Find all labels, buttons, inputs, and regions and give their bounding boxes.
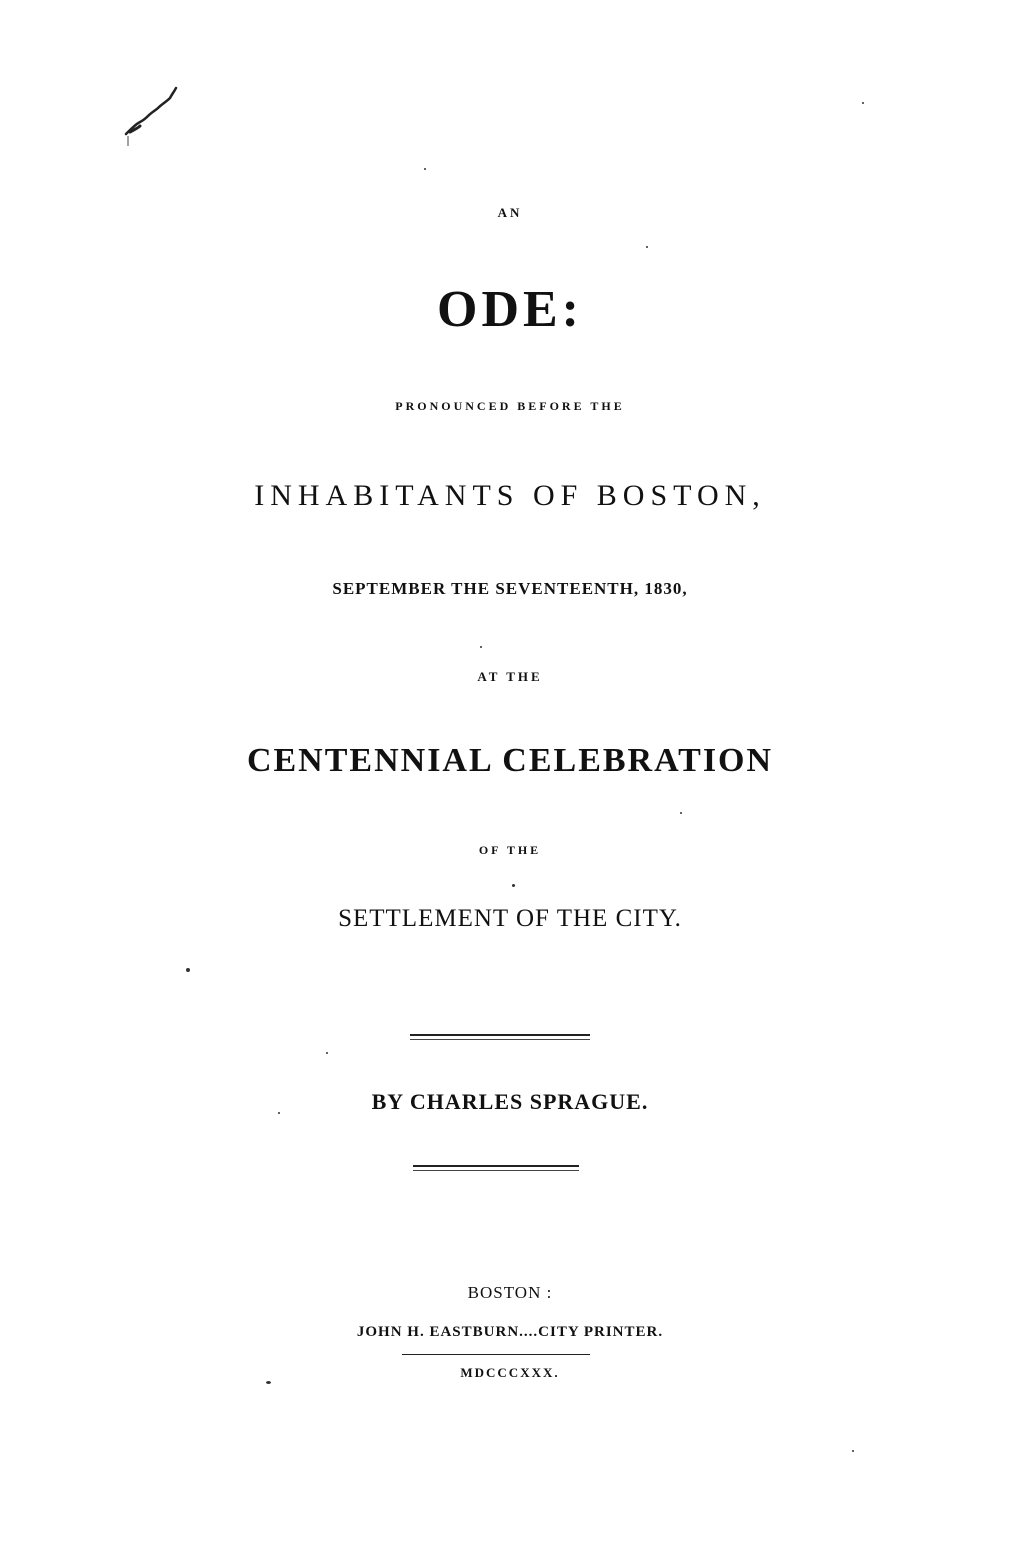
title-article: AN (497, 205, 523, 220)
speck (862, 102, 864, 104)
speck (680, 812, 682, 814)
divider-rule-bottom (413, 1165, 579, 1171)
speck (278, 1112, 280, 1114)
speck (424, 168, 426, 170)
pronounced-line: PRONOUNCED BEFORE THE (395, 399, 625, 413)
author-line: BY CHARLES SPRAGUE. (371, 1089, 649, 1114)
date-line: SEPTEMBER THE SEVENTEENTH, 1830, (332, 579, 688, 598)
speck (646, 246, 648, 248)
imprint-place: BOSTON : (467, 1283, 553, 1302)
audience-line: INHABITANTS OF BOSTON, (254, 479, 766, 512)
title-main: ODE: (437, 281, 583, 338)
imprint-year: MDCCCXXX. (460, 1365, 560, 1380)
at-the-line: AT THE (477, 669, 543, 684)
speck (480, 646, 482, 648)
occasion-line: CENTENNIAL CELEBRATION (246, 742, 774, 779)
speck (266, 1381, 271, 1384)
speck (852, 1450, 854, 1452)
handwritten-mark (118, 84, 188, 154)
imprint-rule (402, 1354, 590, 1355)
of-the-line: OF THE (478, 843, 542, 857)
speck (326, 1052, 328, 1054)
divider-rule-top (410, 1034, 590, 1040)
speck (512, 884, 515, 887)
imprint-printer: JOHN H. EASTBURN....CITY PRINTER. (356, 1324, 664, 1340)
subject-line: SETTLEMENT OF THE CITY. (338, 905, 682, 932)
speck (186, 968, 190, 972)
